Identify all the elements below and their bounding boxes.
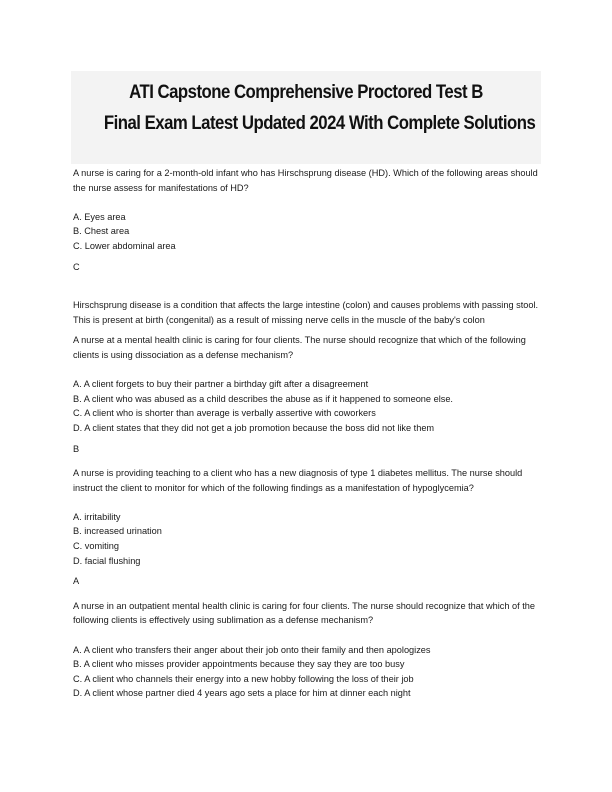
option-item: B. A client who was abused as a child describes the abuse as if it happened to someone else.: [73, 393, 453, 404]
option-item: C. vomiting: [73, 541, 119, 552]
option-list: [73, 377, 543, 435]
option-list: [73, 510, 543, 568]
option-item: A. Eyes area: [73, 211, 126, 222]
option-item: C. A client who channels their energy into a new hobby following the loss of their job: [73, 673, 414, 684]
question-stem: A nurse at a mental health clinic is caring for four clients. The nurse should recognize that which of the following clients is using dissociation as a defense mechanism?: [73, 335, 526, 360]
question-2: [73, 333, 543, 456]
title-banner: [71, 71, 541, 164]
question-3: [73, 466, 543, 589]
option-item: A. A client who transfers their anger about their job onto their family and then apologizes: [73, 644, 431, 655]
option-list: [73, 643, 543, 701]
question-stem: A nurse is providing teaching to a client who has a new diagnosis of type 1 diabetes mellitus. The nurse should instruct the client to monitor for which of the following findings as a manifestation of hypoglycemia?: [73, 468, 523, 493]
question-stem: A nurse in an outpatient mental health clinic is caring for four clients. The nurse should recognize that which of the following clients is effectively using sublimation as a defense mechanism?: [73, 600, 536, 626]
option-item: A. irritability: [73, 511, 121, 522]
question-4: [73, 599, 543, 701]
title-line-1: ATI Capstone Comprehensive Proctored Test B: [129, 81, 483, 103]
rationale-text: Hirschsprung disease is a condition that affects the large intestine (colon) and causes problems with passing stool. This is present at birth (congenital) as a result of missing nerve cells in the muscle of the baby's colon: [73, 300, 539, 325]
answer-key: C: [73, 261, 80, 272]
option-item: B. Chest area: [73, 226, 130, 237]
answer-key: A: [73, 576, 80, 587]
option-list: [73, 210, 543, 254]
answer-key: B: [73, 443, 80, 454]
document-body: [73, 166, 543, 707]
option-item: D. A client states that they did not get a job promotion because the boss did not like them: [73, 422, 435, 433]
option-item: C. A client who is shorter than average is verbally assertive with coworkers: [73, 408, 376, 419]
title-line-2: Final Exam Latest Updated 2024 With Complete Solutions: [103, 112, 536, 134]
option-item: B. increased urination: [73, 526, 162, 537]
option-item: B. A client who misses provider appointments because they say they are too busy: [73, 659, 405, 670]
question-1: [73, 166, 543, 327]
question-stem: A nurse is caring for a 2-month-old infant who has Hirschsprung disease (HD). Which of the following areas should the nurse assess for manifestations of HD?: [73, 168, 538, 193]
option-item: A. A client forgets to buy their partner a birthday gift after a disagreement: [73, 379, 369, 390]
option-item: D. A client whose partner died 4 years ago sets a place for him at dinner each night: [73, 688, 411, 699]
option-item: D. facial flushing: [73, 555, 141, 566]
option-item: C. Lower abdominal area: [73, 240, 176, 251]
